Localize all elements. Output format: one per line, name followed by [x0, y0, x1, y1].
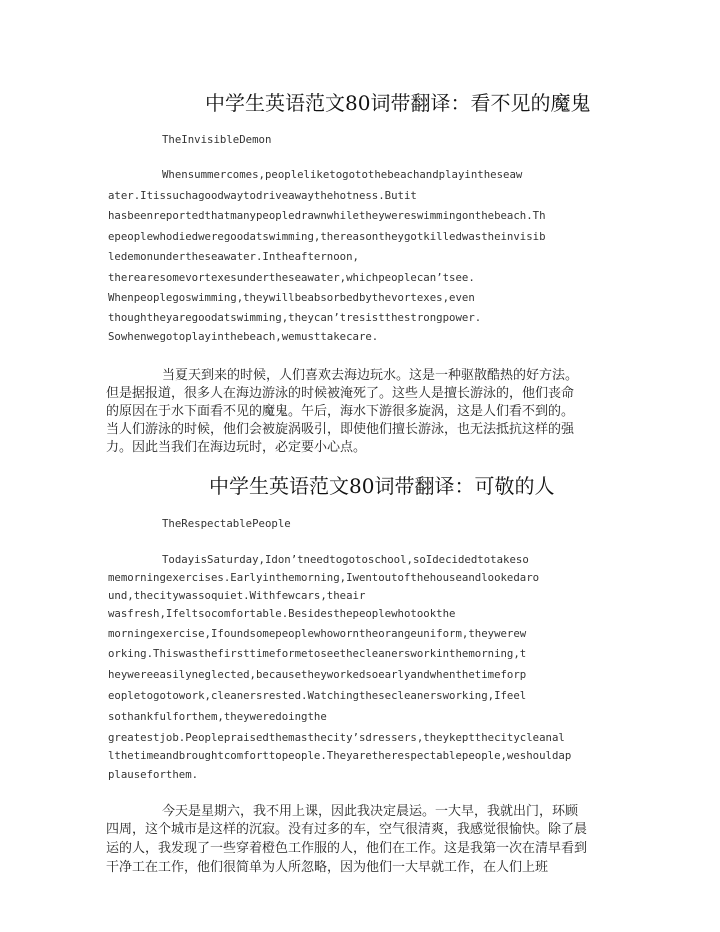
text-line: ledemonundertheseawater.Intheafternoon, — [108, 250, 359, 263]
text-line: hasbeenreportedthatmanypeopledrawnwhiletheywereswimmingonthebeach.Th — [108, 209, 546, 222]
text-line: lthetimeandbroughtcomforttopeople.Theyaretherespectablepeople,weshouldap — [108, 749, 572, 762]
text-line: 四周，这个城市是这样的沉寂。没有过多的车，空气很清爽，我感觉很愉快。除了晨 — [106, 822, 588, 837]
essay-subtitle: TheInvisibleDemon — [162, 133, 272, 146]
text-line: 今天是星期六，我不用上课，因此我决定晨运。一大早，我就出门，环顾 — [162, 804, 579, 819]
text-line: Whenpeoplegoswimming,theywillbeabsorbedbythevortexes,even — [108, 291, 475, 304]
text-line: eopletogotowork,cleanersrested.Watchingthesecleanersworking,Ifeel — [108, 689, 527, 702]
essay-subtitle: TheRespectablePeople — [162, 517, 291, 530]
text-line: epeoplewhodiedweregoodatswimming,thereasontheygotkilledwastheinvisib — [108, 230, 546, 243]
text-line: und,thecitywassoquiet.Withfewcars,theair — [108, 589, 366, 602]
text-line: greatestjob.Peoplepraisedthemasthecity’sdressers,theykeptthecitycleanal — [108, 731, 565, 744]
text-line: 力。因此当我们在海边玩时，必定要小心点。 — [106, 440, 367, 455]
text-line: 运的人，我发现了一些穿着橙色工作服的人，他们在工作。这是我第一次在清早看到 — [106, 841, 588, 856]
text-line: orking.Thiswasthefirsttimeformetoseethecleanersworkinthemorning,t — [108, 647, 527, 660]
text-line: TodayisSaturday,Idon’tneedtogotoschool,soIdecidedtotakeso — [162, 553, 529, 566]
text-line: 当夏天到来的时候，人们喜欢去海边玩水。这是一种驱散酷热的好方法。 — [162, 368, 579, 383]
text-line: plauseforthem. — [108, 768, 199, 781]
text-line: Whensummercomes,peopleliketogotothebeachandplayintheseaw — [162, 168, 523, 181]
text-line: memorningexercises.Earlyinthemorning,Iwentoutofthehouseandlookedaro — [108, 571, 540, 584]
text-line: heywereeasilyneglected,becausetheyworkedsoearlyandwhenthetimeforp — [108, 668, 527, 681]
text-line: ater.Itissuchagoodwaytodriveawaythehotness.Butit — [108, 189, 417, 202]
text-line: 干净工在工作，他们很简单为人所忽略，因为他们一大早就工作，在人们上班 — [106, 860, 549, 875]
text-line: morningexercise,Ifoundsomepeoplewhoworntheorangeuniform,theywerew — [108, 627, 527, 640]
text-line: 但是据报道，很多人在海边游泳的时候被淹死了。这些人是擅长游泳的，他们丧命 — [106, 386, 575, 401]
text-line: wasfresh,Ifeltsocomfortable.Besidesthepeoplewhotookthe — [108, 607, 456, 620]
text-line: 的原因在于水下面看不见的魔鬼。午后，海水下游很多旋涡，这是人们看不到的。 — [106, 404, 575, 419]
text-line: sothankfulforthem,theyweredoingthe — [108, 710, 327, 723]
section-title: 中学生英语范文80词带翻译：看不见的魔鬼 — [205, 91, 591, 115]
text-line: Sowhenwegotoplayinthebeach,wemusttakecare. — [108, 330, 379, 343]
section-title: 中学生英语范文80词带翻译：可敬的人 — [209, 474, 555, 498]
text-line: thoughtheyaregoodatswimming,theycan’tresistthestrongpower. — [108, 311, 482, 324]
text-line: therearesomevortexesundertheseawater,whichpeoplecan’tsee. — [108, 271, 475, 284]
text-line: 当人们游泳的时候，他们会被旋涡吸引，即使他们擅长游泳，也无法抵抗这样的强 — [106, 422, 575, 437]
